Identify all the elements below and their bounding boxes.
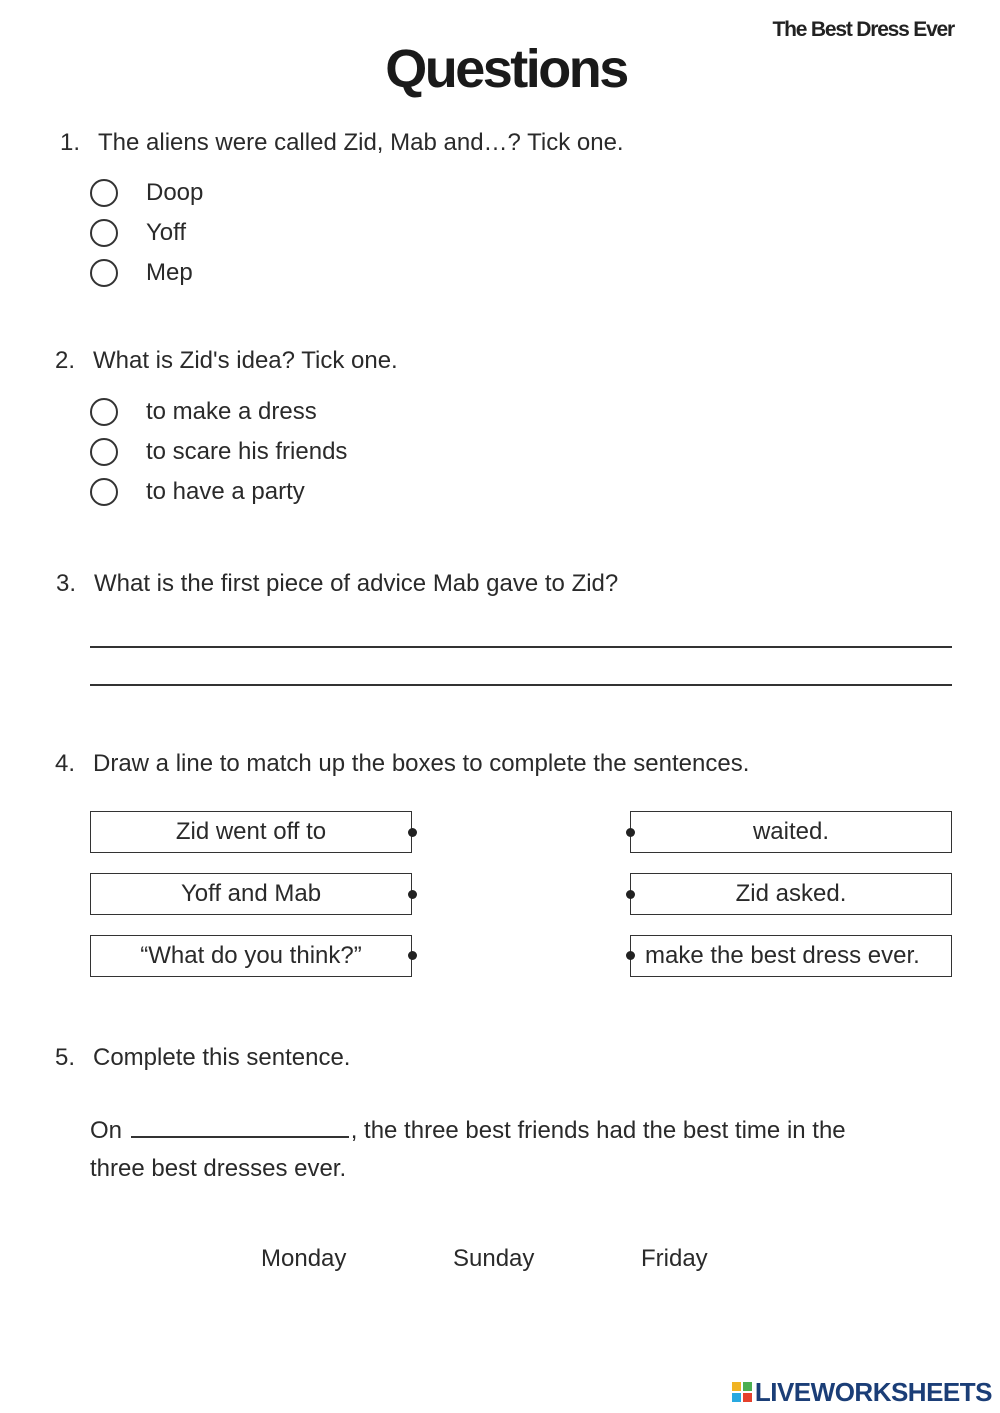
match-right-dot-3[interactable] — [626, 951, 635, 960]
question-number: 4. — [55, 750, 76, 777]
question-text: What is Zid's idea? Tick one. — [93, 347, 398, 374]
logo-square — [732, 1382, 741, 1391]
logo-square — [743, 1382, 752, 1391]
question-text: Draw a line to match up the boxes to complete the sentences. — [93, 750, 750, 777]
radio-button[interactable] — [90, 219, 118, 247]
q1-option-2 — [0, 217, 600, 249]
q2-option-3 — [0, 476, 600, 508]
match-right-dot-1[interactable] — [626, 828, 635, 837]
question-4 — [55, 750, 749, 778]
q1-option-1 — [0, 177, 600, 209]
match-right-box-1: waited. — [630, 811, 952, 853]
match-right-dot-2[interactable] — [626, 890, 635, 899]
question-2 — [55, 347, 398, 375]
book-title: The Best Dress Ever — [772, 18, 954, 41]
logo-square — [732, 1393, 741, 1402]
match-right-box-3: make the best dress ever. — [630, 935, 952, 977]
match-left-box-2: Yoff and Mab — [90, 873, 412, 915]
sentence-line-2: three best dresses ever. — [90, 1155, 347, 1182]
radio-button[interactable] — [90, 398, 118, 426]
logo-icon — [732, 1382, 752, 1402]
match-right-box-2: Zid asked. — [630, 873, 952, 915]
question-number: 1. — [60, 129, 81, 156]
question-5 — [55, 1044, 350, 1072]
question-number: 5. — [55, 1044, 76, 1071]
choice-sunday[interactable]: Sunday — [453, 1245, 535, 1272]
option-label: to scare his friends — [146, 438, 348, 465]
radio-button[interactable] — [90, 179, 118, 207]
fill-in-blank[interactable] — [131, 1116, 349, 1138]
question-3 — [56, 570, 618, 598]
fill-in-sentence — [90, 1112, 970, 1188]
logo-square — [743, 1393, 752, 1402]
match-left-dot-1[interactable] — [408, 828, 417, 837]
q2-option-2 — [0, 436, 600, 468]
radio-button[interactable] — [90, 259, 118, 287]
answer-line-2[interactable] — [90, 684, 952, 686]
option-label: Doop — [146, 179, 204, 206]
choice-monday[interactable]: Monday — [261, 1245, 347, 1272]
question-text: The aliens were called Zid, Mab and…? Tick one. — [98, 129, 624, 156]
q2-option-1 — [0, 396, 600, 428]
match-left-box-1: Zid went off to — [90, 811, 412, 853]
page-heading: Questions — [385, 39, 627, 99]
radio-button[interactable] — [90, 438, 118, 466]
sentence-rest: , the three best friends had the best time in the — [350, 1117, 846, 1144]
match-left-dot-3[interactable] — [408, 951, 417, 960]
sentence-start: On — [90, 1117, 123, 1144]
option-label: Yoff — [146, 219, 187, 246]
option-label: to have a party — [146, 478, 305, 505]
answer-line-1[interactable] — [90, 646, 952, 648]
match-left-dot-2[interactable] — [408, 890, 417, 899]
question-text: What is the first piece of advice Mab gave to Zid? — [94, 570, 619, 597]
question-1 — [60, 129, 624, 157]
question-text: Complete this sentence. — [93, 1044, 351, 1071]
question-number: 3. — [56, 570, 77, 597]
choice-friday[interactable]: Friday — [641, 1245, 708, 1272]
radio-button[interactable] — [90, 478, 118, 506]
logo-text: LIVEWORKSHEETS — [754, 1376, 992, 1407]
option-label: Mep — [146, 259, 193, 286]
question-number: 2. — [55, 347, 76, 374]
option-label: to make a dress — [146, 398, 317, 425]
match-left-box-3: “What do you think?” — [90, 935, 412, 977]
q1-option-3 — [0, 257, 600, 289]
liveworksheets-logo — [732, 1376, 992, 1407]
